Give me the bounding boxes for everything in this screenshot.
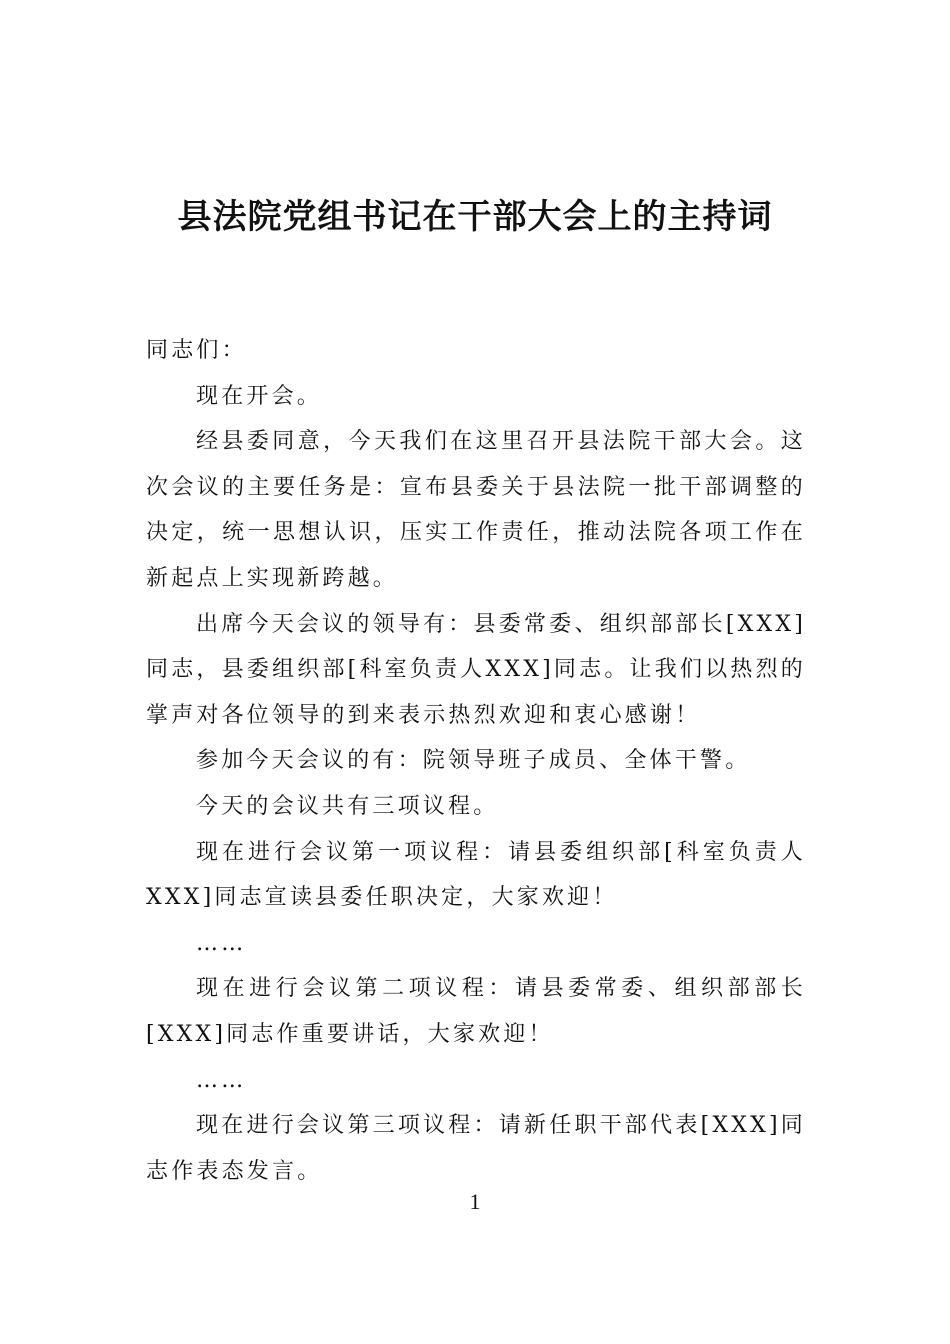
document-body bbox=[146, 328, 806, 1194]
paragraph-agenda-item-2: 现在进行会议第二项议程：请县委常委、组织部部长[XXX]同志作重要讲话，大家欢迎！ bbox=[146, 976, 806, 1047]
paragraph-agenda-item-1: 现在进行会议第一项议程：请县委组织部[科室负责人XXX]同志宣读县委任职决定，大家欢迎！ bbox=[146, 839, 806, 911]
paragraph-purpose: 经县委同意，今天我们在这里召开县法院干部大会。这次会议的主要任务是：宣布县委关于县法院一批干部调整的决定，统一思想认识，压实工作责任，推动法院各项工作在新起点上实现新跨越。 bbox=[146, 429, 806, 591]
paragraph-opening: 现在开会。 bbox=[196, 383, 323, 409]
document-title: 县法院党组书记在干部大会上的主持词 bbox=[177, 197, 773, 237]
ellipsis-2: …… bbox=[196, 1067, 247, 1093]
paragraph-agenda-item-3: 现在进行会议第三项议程：请新任职干部代表[XXX]同志作表态发言。 bbox=[146, 1113, 806, 1184]
page-number: 1 bbox=[469, 1189, 481, 1214]
paragraph-agenda-count: 今天的会议共有三项议程。 bbox=[196, 793, 499, 819]
salutation: 同志们： bbox=[146, 338, 247, 363]
ellipsis-1: …… bbox=[196, 930, 247, 956]
paragraph-attending-leaders: 出席今天会议的领导有：县委常委、组织部部长[XXX]同志，县委组织部[科室负责人XXX]同志。让我们以热烈的掌声对各位领导的到来表示热烈欢迎和衷心感谢！ bbox=[146, 611, 806, 728]
paragraph-participants: 参加今天会议的有：院领导班子成员、全体干警。 bbox=[196, 748, 751, 774]
